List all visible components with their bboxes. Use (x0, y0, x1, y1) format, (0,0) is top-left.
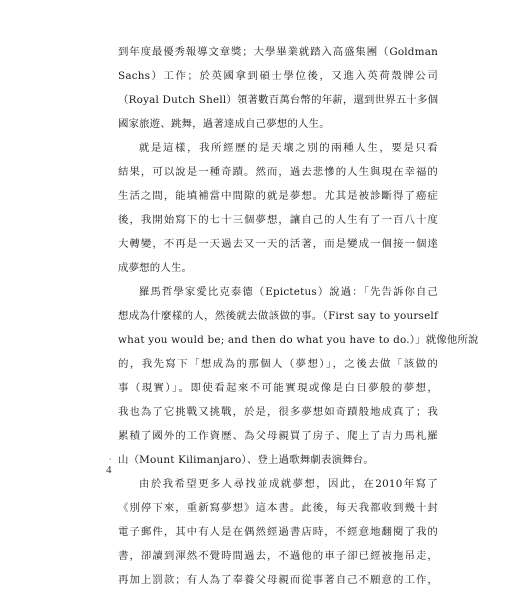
text-line: 國家旅遊、跳舞，過著達成自己夢想的人生。 (118, 118, 330, 130)
text-line: 電子郵件，其中有人是在偶然經過書店時，不經意地翻閱了我的 (118, 526, 438, 538)
page-dot: · (109, 455, 112, 464)
text-line: 生活之間，能填補當中間隙的就是夢想。尤其是被診斷得了癌症 (118, 190, 438, 202)
text-line: 山（Mount Kilimanjaro）、登上過歌舞劇表演舞台。 (118, 454, 374, 466)
text-line: 到年度最優秀報導文章獎；大學畢業就踏入高盛集團（Goldman (118, 46, 438, 58)
body-text (118, 40, 479, 592)
text-line: 大轉變，不再是一天過去又一天的活著，而是變成一個接一個達 (118, 238, 438, 250)
text-line: 後，我開始寫下的七十三個夢想，讓自己的人生有了一百八十度 (118, 214, 438, 226)
text-line: Sachs）工作；於英國拿到碩士學位後，又進入英荷殼牌公司 (118, 70, 438, 82)
text-line: 事（現實）」。即使看起來不可能實現或像是白日夢般的夢想， (118, 382, 438, 394)
text-line: what you would be; and then do what you have to do.）」就像他所說 (118, 334, 479, 346)
text-line: 累積了國外的工作資歷、為父母親買了房子、爬上了吉力馬札羅 (118, 430, 438, 442)
text-line: 成夢想的人生。 (118, 262, 193, 274)
text-line: 就是這樣，我所經歷的是天壤之別的兩種人生，要是只看 (139, 142, 438, 154)
text-line: 我也為了它挑戰又挑戰，於是，很多夢想如奇蹟般地成真了；我 (118, 406, 438, 418)
text-line: （Royal Dutch Shell）領著數百萬台幣的年薪，還到世界五十多個 (118, 94, 439, 106)
text-line: 羅馬哲學家愛比克泰德（Epictetus）說過：「先告訴你自己 (139, 286, 438, 298)
text-line: 的，我先寫下「想成為的那個人（夢想）」，之後去做「該做的 (118, 358, 438, 370)
text-line: 結果，可以說是一種奇蹟。然而，過去悲慘的人生與現在幸福的 (118, 166, 438, 178)
text-line: 想成為什麼樣的人，然後就去做該做的事。（First say to yourself (118, 310, 438, 322)
text-line: 《別停下來，重新寫夢想》這本書。此後，每天我都收到幾十封 (118, 502, 438, 514)
text-line: 書，卻讀到渾然不覺時間過去，不過他的車子卻已經被拖吊走， (118, 550, 438, 562)
page-number: 4 (106, 464, 112, 476)
text-line: 再加上罰款；有人為了奉養父母親而從事著自己不願意的工作， (118, 574, 438, 586)
text-line: 由於我希望更多人尋找並成就夢想，因此，在2010年寫了 (139, 478, 438, 490)
